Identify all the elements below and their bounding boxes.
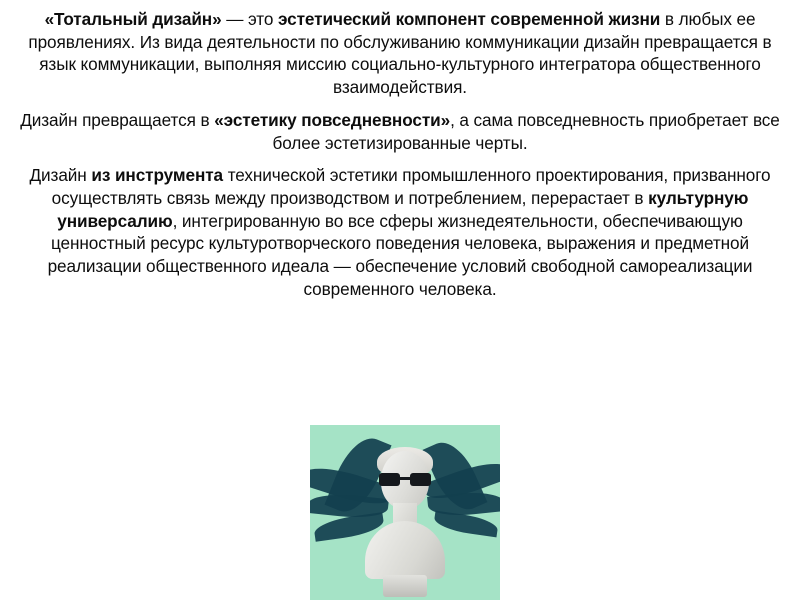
emphasis-text: «эстетику повседневности»: [214, 109, 451, 130]
slide-image: [310, 425, 500, 600]
body-text: в любых ее проявлениях. Из вида деятельности по обслуживанию коммуникации дизайн превращается в язык коммуникации, выполняя миссию социально-культурного интегратора общественного взаимодействия.: [28, 9, 772, 98]
emphasis-text: «Тотальный дизайн»: [44, 9, 222, 29]
bust-shoulders: [365, 521, 445, 579]
bust-pedestal: [383, 575, 427, 597]
paragraph-3: [18, 164, 782, 300]
statue-photo: [310, 425, 500, 600]
sunglasses-left-lens: [379, 473, 400, 486]
sunglasses-right-lens: [410, 473, 431, 486]
body-text: , а сама повседневность приобретает все более эстетизированные черты.: [272, 109, 780, 153]
emphasis-text: культурную универсалию: [57, 187, 749, 231]
body-text: Дизайн превращается в: [20, 109, 215, 130]
slide-text-body: [18, 8, 782, 302]
sunglasses-bridge: [400, 477, 410, 480]
emphasis-text: из инструмента: [91, 165, 224, 186]
body-text: , интегрированную во все сферы жизнедеятельности, обеспечивающую ценностный ресурс культуротворческого поведения человека, выражения и предметной реализации общественного идеала — обеспечение условий свободной самореализации современного человека.: [47, 210, 753, 299]
emphasis-text: эстетический компонент современной жизни: [277, 9, 661, 29]
classical-bust: [357, 451, 453, 600]
paragraph-2: [18, 109, 782, 154]
body-text: Дизайн: [29, 165, 92, 186]
sunglasses-icon: [379, 473, 431, 486]
body-text: технической эстетики промышленного проектирования, призванного осуществлять связь между производством и потреблением, перерастает в: [51, 165, 771, 208]
body-text: — это: [221, 9, 278, 29]
paragraph-1: [18, 8, 782, 99]
